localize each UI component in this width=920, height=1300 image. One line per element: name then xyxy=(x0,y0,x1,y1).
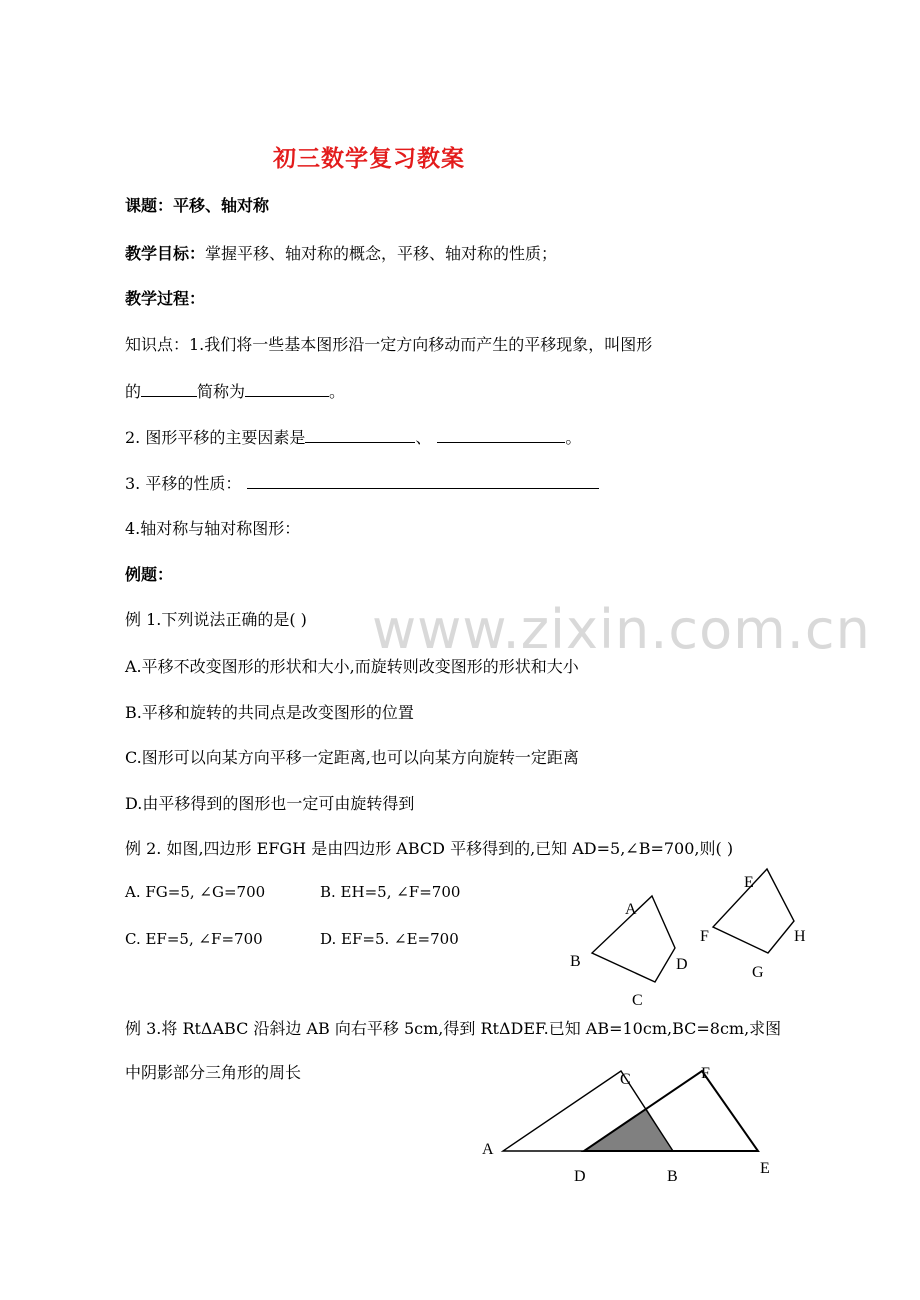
label-a: A xyxy=(625,901,637,918)
label-c: C xyxy=(632,992,643,1009)
label-f: F xyxy=(700,928,709,945)
ex1-option-d: D.由平移得到的图形也一定可由旋转得到 xyxy=(125,794,415,813)
ex2-option-d: D. EF=5. ∠E=700 xyxy=(320,930,459,948)
knowledge-1b-prefix: 的 xyxy=(125,382,142,401)
knowledge-3-prefix: 3. 平移的性质： xyxy=(125,474,242,493)
knowledge-2-prefix: 2. 图形平移的主要因素是 xyxy=(125,428,306,447)
ex1-option-c: C.图形可以向某方向平移一定距离,也可以向某方向旋转一定距离 xyxy=(125,748,579,767)
watermark: www.zixin.com.cn xyxy=(372,598,871,661)
label-b: B xyxy=(667,1168,678,1185)
knowledge-4: 4.轴对称与轴对称图形： xyxy=(125,519,301,538)
label-e: E xyxy=(744,874,754,891)
ex3-line1: 例 3.将 RtΔABC 沿斜边 AB 向右平移 5cm,得到 RtΔDEF.已知 AB=10cm,BC=8cm,求图 xyxy=(125,1019,782,1038)
label-e: E xyxy=(760,1160,770,1177)
objective-value: 掌握平移、轴对称的概念，平移、轴对称的性质； xyxy=(205,244,558,263)
knowledge-2-end: 。 xyxy=(565,428,582,447)
ex1-question: 例 1.下列说法正确的是( ) xyxy=(125,610,307,629)
page-title: 初三数学复习教案 xyxy=(273,146,465,172)
label-a: A xyxy=(482,1141,494,1158)
ex1-option-a: A.平移不改变图形的形状和大小,而旋转则改变图形的形状和大小 xyxy=(125,657,579,676)
ex2-option-a: A. FG=5, ∠G=700 xyxy=(125,883,266,901)
label-c: C xyxy=(620,1071,631,1088)
topic-label: 课题： xyxy=(125,196,174,215)
label-d: D xyxy=(676,956,688,973)
knowledge-1b-mid: 简称为 xyxy=(197,382,246,401)
label-b: B xyxy=(570,953,581,970)
knowledge-1b-end: 。 xyxy=(329,382,346,401)
label-f: F xyxy=(701,1065,710,1082)
knowledge-1a: 知识点：1.我们将一些基本图形沿一定方向移动而产生的平移现象，叫图形 xyxy=(125,335,653,354)
ex2-option-c: C. EF=5, ∠F=700 xyxy=(125,930,263,948)
ex1-option-b: B.平移和旋转的共同点是改变图形的位置 xyxy=(125,703,414,722)
ex2-question: 例 2. 如图,四边形 EFGH 是由四边形 ABCD 平移得到的,已知 AD=5,∠B=700,则( ) xyxy=(125,839,734,858)
label-h: H xyxy=(794,928,806,945)
objective-label: 教学目标： xyxy=(125,244,206,263)
examples-label: 例题： xyxy=(125,565,174,584)
knowledge-2-sep: 、 xyxy=(415,428,432,447)
topic-value: 平移、轴对称 xyxy=(173,196,270,215)
label-g: G xyxy=(752,964,764,981)
label-d: D xyxy=(574,1168,586,1185)
ex2-option-b: B. EH=5, ∠F=700 xyxy=(320,883,461,901)
process-label: 教学过程： xyxy=(125,289,206,308)
ex3-line2: 中阴影部分三角形的周长 xyxy=(125,1063,302,1082)
